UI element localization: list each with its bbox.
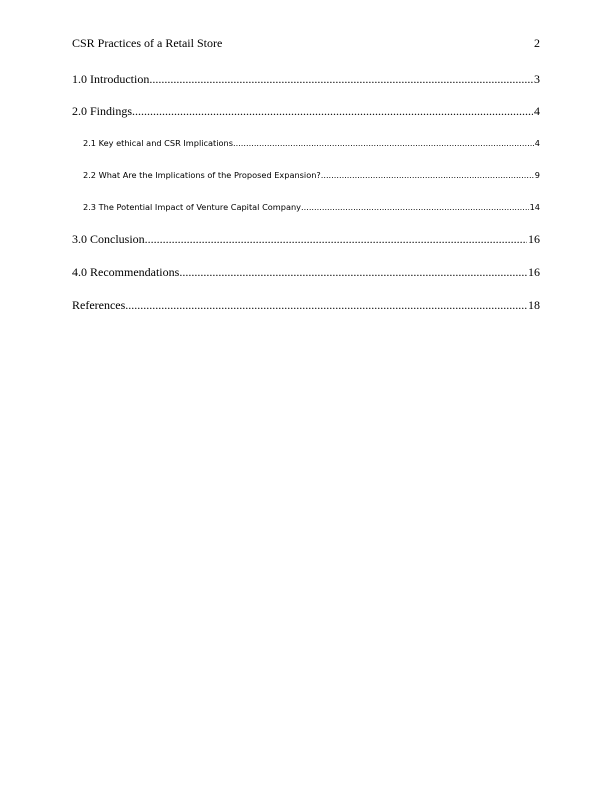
toc-entry-venture-capital[interactable] <box>83 202 540 212</box>
toc-dot-leader <box>125 298 527 313</box>
toc-entry-findings[interactable] <box>72 104 540 119</box>
toc-dot-leader <box>233 138 534 148</box>
toc-dot-leader <box>149 72 533 87</box>
toc-entry-label: 2.2 What Are the Implications of the Proposed Expansion? <box>83 170 321 180</box>
toc-entry-page: 3 <box>534 72 540 86</box>
toc-entry-page: 18 <box>528 298 540 312</box>
toc-entry-label: 4.0 Recommendations <box>72 265 180 279</box>
toc-entry-proposed-expansion[interactable] <box>83 170 540 180</box>
toc-entry-label: 2.3 The Potential Impact of Venture Capital Company <box>83 202 302 212</box>
toc-entry-label: References <box>72 298 126 312</box>
page-header <box>72 36 540 52</box>
toc-entry-page: 4 <box>534 138 540 148</box>
toc-entry-label: 2.0 Findings <box>72 104 133 118</box>
toc-dot-leader <box>145 232 527 247</box>
toc-entry-page: 14 <box>529 202 540 212</box>
page-number: 2 <box>534 36 540 50</box>
toc-entry-conclusion[interactable] <box>72 232 540 247</box>
toc-dot-leader <box>301 202 529 212</box>
toc-entry-page: 16 <box>528 232 540 246</box>
toc-entry-label: 2.1 Key ethical and CSR Implications <box>83 138 233 148</box>
running-head-title: CSR Practices of a Retail Store <box>72 36 223 50</box>
toc-entry-references[interactable] <box>72 298 540 313</box>
toc-entry-page: 16 <box>528 265 540 279</box>
toc-entry-label: 3.0 Conclusion <box>72 232 145 246</box>
toc-entry-label: 1.0 Introduction <box>72 72 150 86</box>
toc-entry-page: 9 <box>534 170 540 180</box>
toc-entry-recommendations[interactable] <box>72 265 540 280</box>
toc-dot-leader <box>179 265 527 280</box>
toc-dot-leader <box>321 170 534 180</box>
toc-entry-introduction[interactable] <box>72 72 540 87</box>
toc-entry-page: 4 <box>534 104 540 118</box>
toc-dot-leader <box>132 104 533 119</box>
toc-entry-key-ethical-csr[interactable] <box>83 138 540 148</box>
